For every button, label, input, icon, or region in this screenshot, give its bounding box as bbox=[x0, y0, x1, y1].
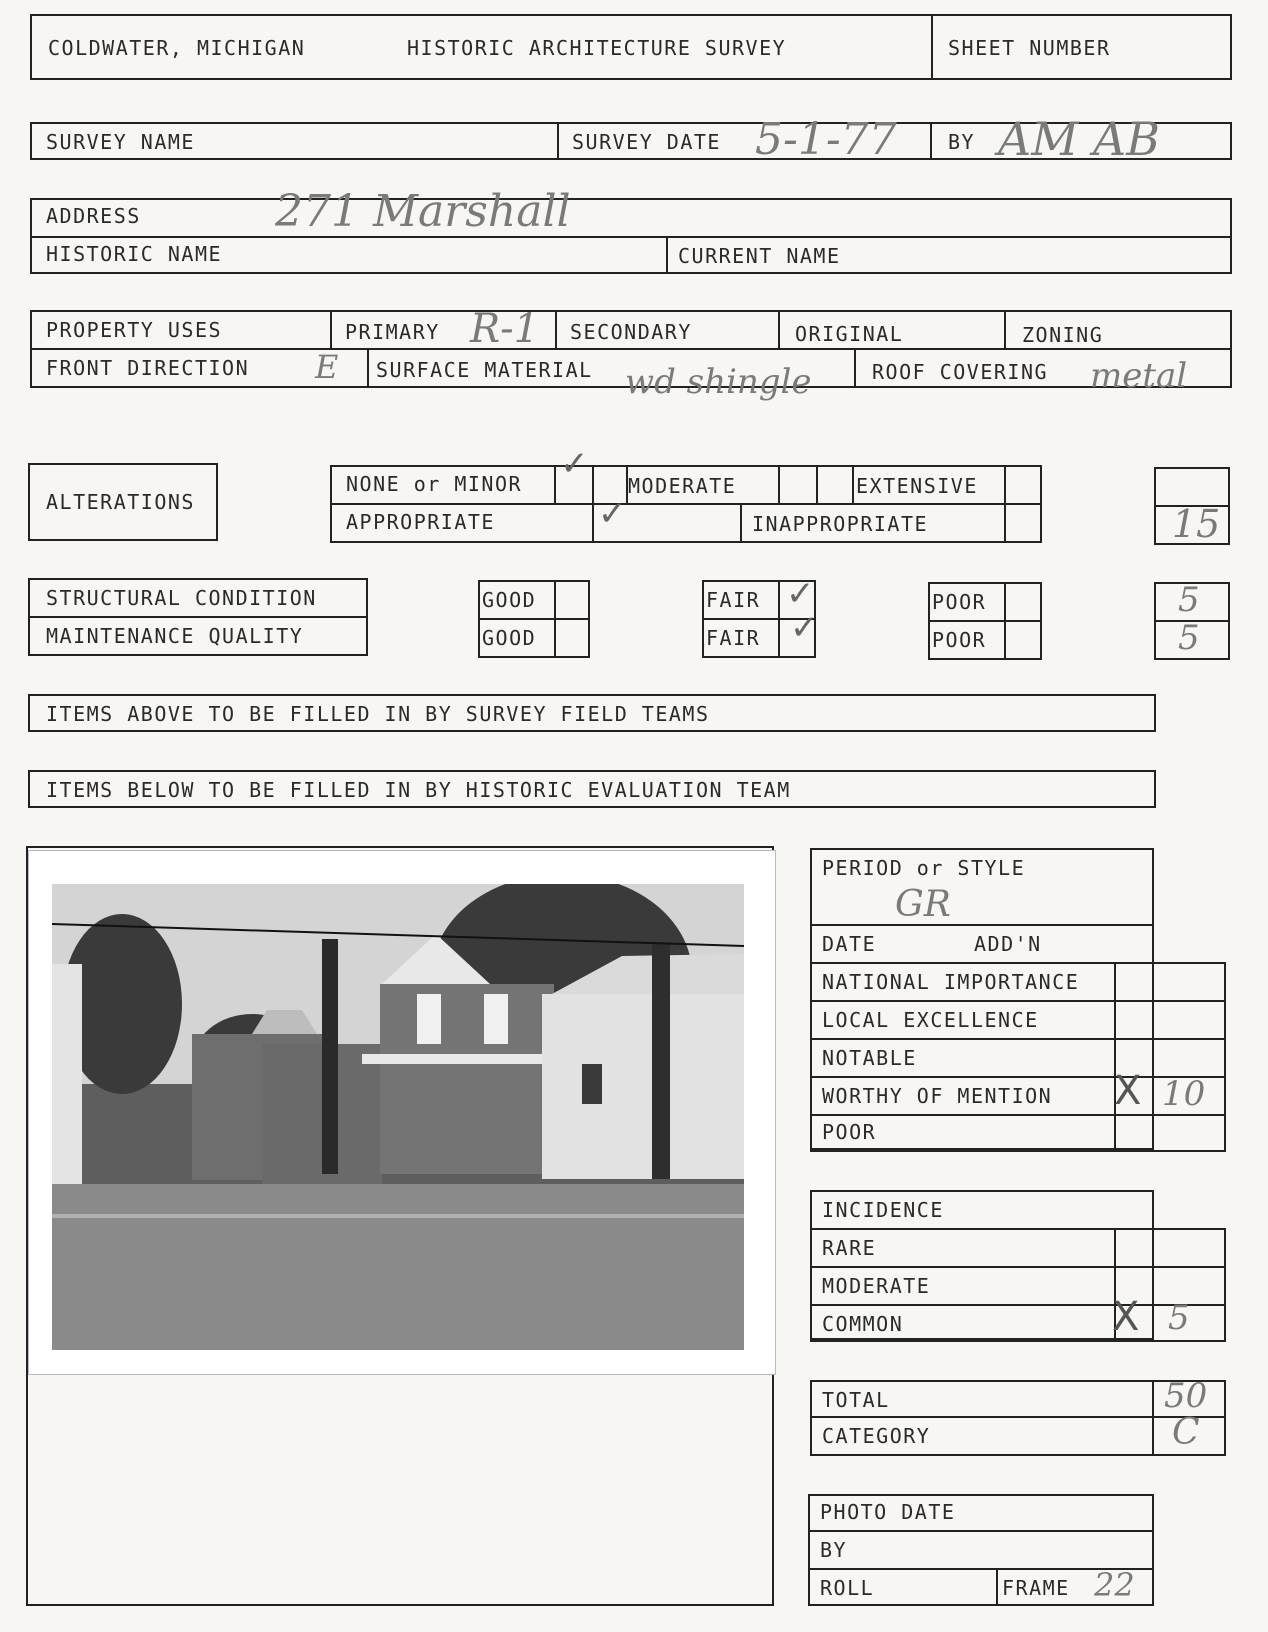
surface-material-label: SURFACE MATERIAL bbox=[376, 358, 593, 382]
front-direction-label: FRONT DIRECTION bbox=[46, 356, 250, 380]
surface-material-value: wd shingle bbox=[625, 362, 812, 402]
inc-col-2 bbox=[1224, 1228, 1226, 1340]
photo-date-label: PHOTO DATE bbox=[820, 1500, 956, 1524]
zoning-label: ZONING bbox=[1022, 323, 1104, 347]
incidence-label: INCIDENCE bbox=[822, 1198, 944, 1222]
total-value: 50 bbox=[1164, 1376, 1208, 1416]
form-title: HISTORIC ARCHITECTURE SURVEY bbox=[407, 36, 787, 60]
inc-div-1 bbox=[810, 1228, 1226, 1230]
alt-col-b bbox=[592, 465, 594, 543]
frame-label: FRAME bbox=[1002, 1576, 1070, 1600]
maintenance-good-label: GOOD bbox=[482, 626, 537, 650]
alt-col-e bbox=[816, 465, 818, 503]
none-minor-label: NONE or MINOR bbox=[346, 472, 523, 496]
good-box-divider bbox=[478, 618, 590, 620]
address-divider bbox=[30, 236, 1232, 238]
period-style-value: GR bbox=[895, 884, 951, 925]
structural-fair-check: ✓ bbox=[786, 574, 815, 614]
alterations-score: 15 bbox=[1172, 502, 1221, 546]
frame-value: 22 bbox=[1094, 1566, 1135, 1604]
local-excellence-label: LOCAL EXCELLENCE bbox=[822, 1008, 1039, 1032]
roll-label: ROLL bbox=[820, 1576, 875, 1600]
roof-covering-value: metal bbox=[1090, 356, 1188, 396]
common-score: 5 bbox=[1168, 1298, 1190, 1338]
secondary-label: SECONDARY bbox=[570, 320, 692, 344]
category-value: C bbox=[1172, 1412, 1200, 1453]
condition-label-divider bbox=[28, 616, 368, 618]
alterations-label: ALTERATIONS bbox=[46, 490, 195, 514]
photo-info-col bbox=[996, 1568, 998, 1606]
extensive-label: EXTENSIVE bbox=[856, 474, 978, 498]
survey-by-value: AM AB bbox=[998, 112, 1160, 166]
primary-label: PRIMARY bbox=[345, 320, 440, 344]
city-label: COLDWATER, MICHIGAN bbox=[48, 36, 306, 60]
structural-score: 5 bbox=[1178, 580, 1200, 620]
current-name-divider bbox=[666, 236, 668, 274]
note-above: ITEMS ABOVE TO BE FILLED IN BY SURVEY FIELD TEAMS bbox=[46, 702, 710, 726]
survey-name-label: SURVEY NAME bbox=[46, 130, 195, 154]
fair-box-col bbox=[778, 580, 780, 658]
address-label: ADDRESS bbox=[46, 204, 141, 228]
poor-box-col bbox=[1004, 582, 1006, 660]
property-uses-label: PROPERTY USES bbox=[46, 318, 223, 342]
roof-covering-label: ROOF COVERING bbox=[872, 360, 1049, 384]
totals-col bbox=[1152, 1380, 1154, 1456]
rare-label: RARE bbox=[822, 1236, 877, 1260]
photo-info-div-1 bbox=[808, 1530, 1154, 1532]
property-divider bbox=[30, 348, 1232, 350]
common-label: COMMON bbox=[822, 1312, 904, 1336]
survey-divider-2 bbox=[930, 122, 932, 160]
eval-col-1 bbox=[1114, 962, 1116, 1150]
inc-div-3 bbox=[810, 1304, 1226, 1306]
eval-div-2 bbox=[810, 962, 1226, 964]
notable-label: NOTABLE bbox=[822, 1046, 917, 1070]
property-col-2 bbox=[555, 310, 557, 348]
survey-date-label: SURVEY DATE bbox=[572, 130, 721, 154]
worthy-label: WORTHY OF MENTION bbox=[822, 1084, 1053, 1108]
totals-divider bbox=[810, 1416, 1226, 1418]
poor-box-divider bbox=[928, 620, 1042, 622]
property-col-1 bbox=[330, 310, 332, 348]
date-label: DATE bbox=[822, 932, 877, 956]
inc-div-4 bbox=[810, 1340, 1226, 1342]
survey-by-label: BY bbox=[948, 130, 976, 154]
alt-col-d bbox=[778, 465, 780, 503]
property-col-6 bbox=[854, 348, 856, 388]
alt-col-f bbox=[852, 465, 854, 503]
house-photo-illustration bbox=[52, 884, 744, 1350]
note-below: ITEMS BELOW TO BE FILLED IN BY HISTORIC EVALUATION TEAM bbox=[46, 778, 791, 802]
structural-good-label: GOOD bbox=[482, 588, 537, 612]
inappropriate-label: INAPPROPRIATE bbox=[752, 512, 929, 536]
alterations-grid-divider bbox=[330, 503, 1042, 505]
header-divider bbox=[931, 14, 933, 80]
structural-poor-label: POOR bbox=[932, 590, 987, 614]
worthy-score: 10 bbox=[1162, 1074, 1206, 1114]
eval-div-3 bbox=[810, 1000, 1226, 1002]
property-col-5 bbox=[367, 348, 369, 388]
total-label: TOTAL bbox=[822, 1388, 890, 1412]
alt-col-a bbox=[554, 465, 556, 503]
addn-label: ADD'N bbox=[974, 932, 1042, 956]
primary-value: R-1 bbox=[470, 306, 540, 352]
address-value: 271 Marshall bbox=[275, 186, 571, 237]
inc-div-2 bbox=[810, 1266, 1226, 1268]
eval-div-7 bbox=[810, 1150, 1226, 1152]
maintenance-fair-check: ✓ bbox=[790, 608, 819, 648]
alt-col-h bbox=[1004, 465, 1006, 543]
category-label: CATEGORY bbox=[822, 1424, 931, 1448]
structural-condition-label: STRUCTURAL CONDITION bbox=[46, 586, 317, 610]
survey-divider-1 bbox=[557, 122, 559, 160]
eval-div-6 bbox=[810, 1114, 1226, 1116]
sheet-number-label: SHEET NUMBER bbox=[948, 36, 1111, 60]
period-style-label: PERIOD or STYLE bbox=[822, 856, 1026, 880]
original-label: ORIGINAL bbox=[795, 322, 904, 346]
appropriate-check: ✓ bbox=[598, 494, 627, 534]
good-box-col bbox=[554, 580, 556, 658]
structural-fair-label: FAIR bbox=[706, 588, 761, 612]
maintenance-fair-label: FAIR bbox=[706, 626, 761, 650]
eval-div-1 bbox=[810, 924, 1154, 926]
moderate-label: MODERATE bbox=[628, 474, 737, 498]
house-photo bbox=[52, 884, 744, 1350]
worthy-x-mark: X bbox=[1114, 1068, 1142, 1114]
current-name-label: CURRENT NAME bbox=[678, 244, 841, 268]
incidence-moderate-label: MODERATE bbox=[822, 1274, 931, 1298]
alt-col-g bbox=[740, 503, 742, 543]
property-col-4 bbox=[1004, 310, 1006, 348]
national-importance-label: NATIONAL IMPORTANCE bbox=[822, 970, 1080, 994]
none-minor-check: ✓ bbox=[560, 444, 589, 484]
survey-date-value: 5-1-77 bbox=[755, 114, 897, 165]
front-direction-value: E bbox=[315, 348, 339, 386]
maintenance-poor-label: POOR bbox=[932, 628, 987, 652]
maintenance-quality-label: MAINTENANCE QUALITY bbox=[46, 624, 304, 648]
property-col-3 bbox=[778, 310, 780, 348]
common-x-mark: X bbox=[1112, 1294, 1140, 1340]
poor-rating-label: POOR bbox=[822, 1120, 877, 1144]
appropriate-label: APPROPRIATE bbox=[346, 510, 495, 534]
eval-col-2 bbox=[1224, 962, 1226, 1150]
photo-by-label: BY bbox=[820, 1538, 848, 1562]
historic-name-label: HISTORIC NAME bbox=[46, 242, 223, 266]
eval-div-4 bbox=[810, 1038, 1226, 1040]
maintenance-score: 5 bbox=[1178, 618, 1200, 658]
